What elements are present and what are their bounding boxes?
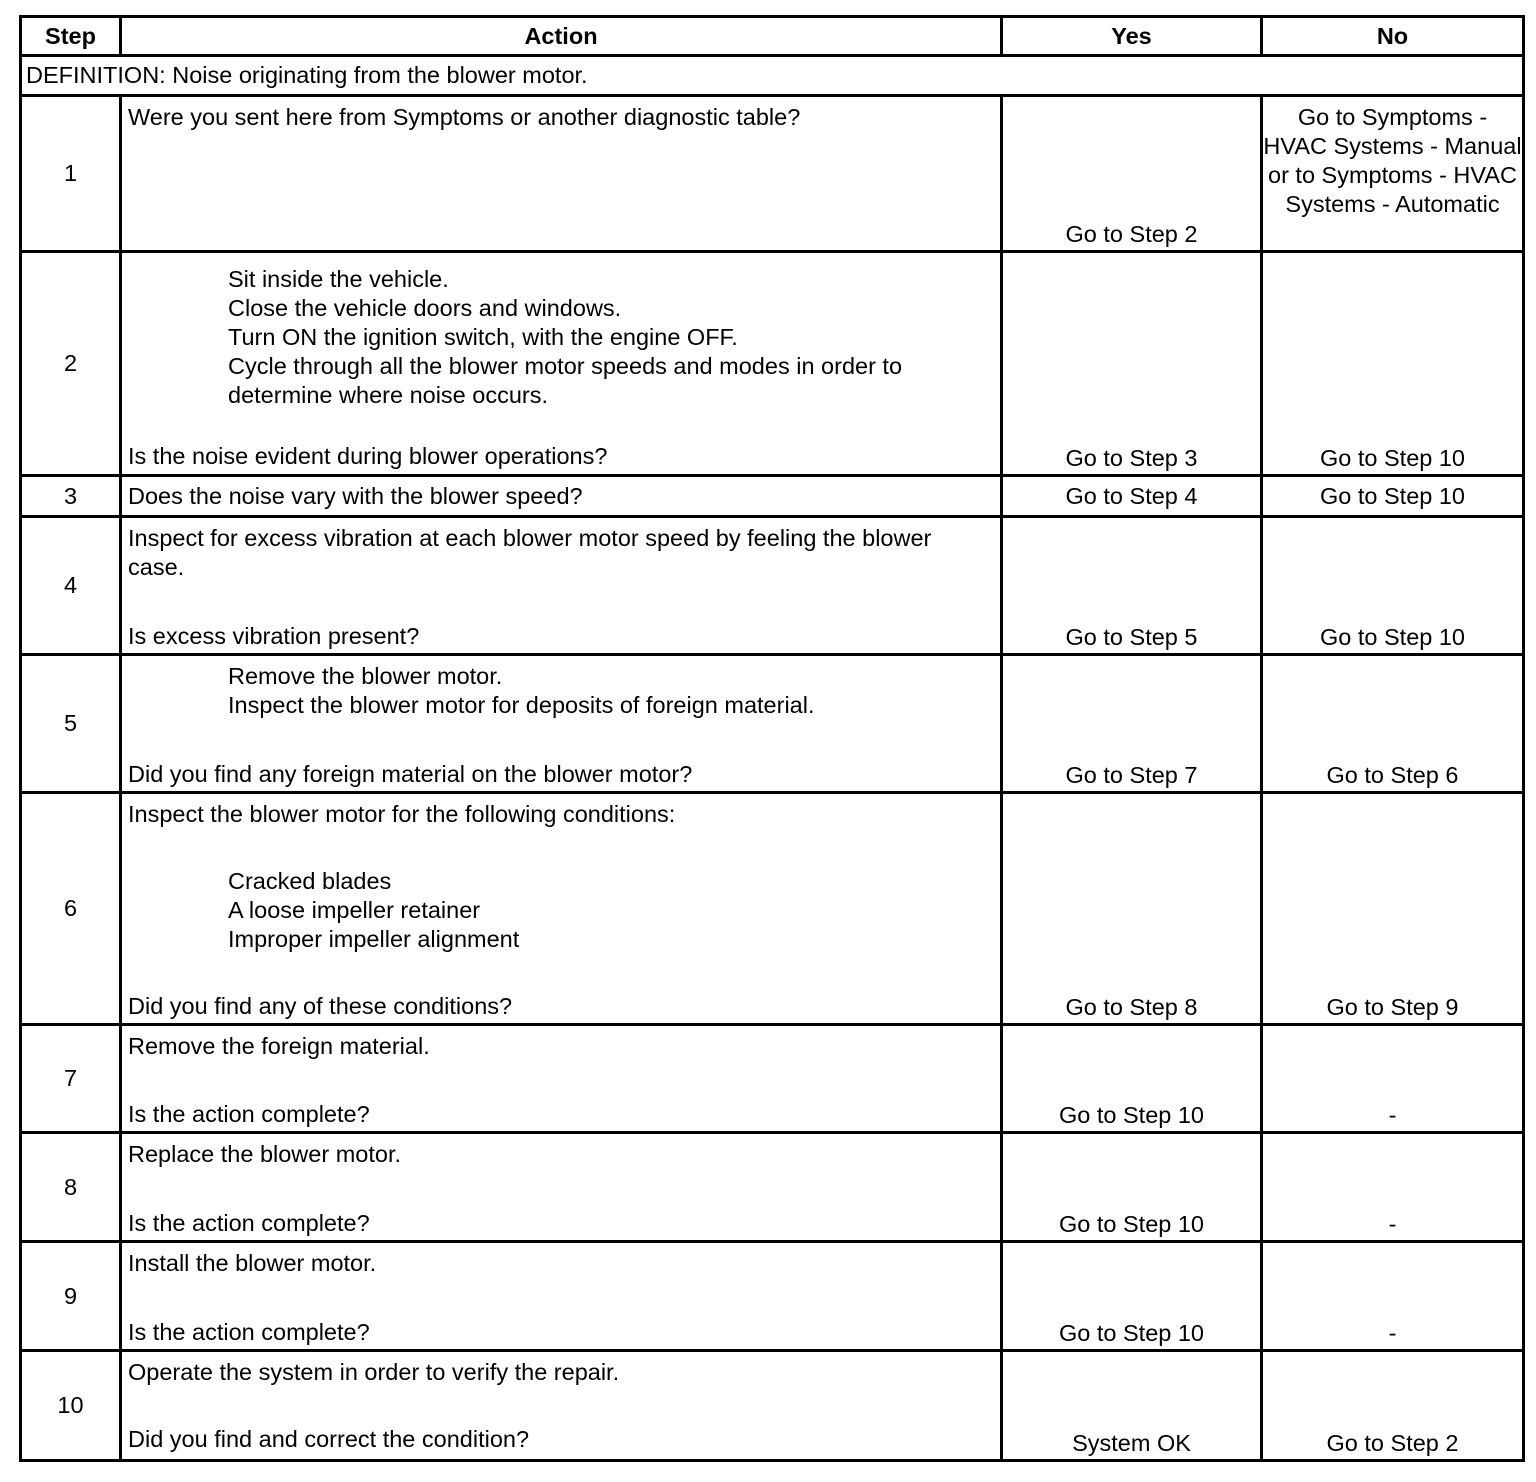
yes-cell: Go to Step 3 [1003,253,1263,477]
header-action: Action [122,18,1003,57]
table-row [22,97,1522,253]
definition-text: DEFINITION: Noise originating from the blower motor. [22,57,1522,97]
header-no: No [1263,18,1522,57]
action-line: Operate the system in order to verify the repair. [128,1359,620,1385]
yes-cell: Go to Step 10 [1003,1026,1263,1134]
action-line: Inspect the blower motor for the following conditions: [128,801,676,827]
action-cell [122,518,1003,656]
action-question: Did you find any foreign material on the blower motor? [128,761,693,787]
no-cell: Go to Step 9 [1263,794,1522,1026]
yes-cell: Go to Step 7 [1003,656,1263,794]
step-number: 3 [22,477,122,518]
header-row [22,18,1522,57]
no-cell: - [1263,1026,1522,1134]
action-cell [122,97,1003,253]
action-subitem: Sit inside the vehicle. [228,266,449,292]
definition-row [22,57,1522,97]
step-number: 1 [22,97,122,253]
action-question: Did you find any of these conditions? [128,993,513,1019]
action-cell [122,1134,1003,1243]
no-cell: - [1263,1243,1522,1352]
action-question: Is the action complete? [128,1101,370,1127]
yes-cell: System OK [1003,1352,1263,1459]
step-number: 10 [22,1352,122,1459]
no-cell: Go to Step 10 [1263,477,1522,518]
action-cell [122,656,1003,794]
action-subitem: Remove the blower motor. [228,663,503,689]
step-number: 2 [22,253,122,477]
action-subitem: A loose impeller retainer [228,897,481,923]
action-subitem: Cycle through all the blower motor speeds and modes in order to determine where noise occurs. [228,353,903,408]
action-line: Replace the blower motor. [128,1141,402,1167]
table-row [22,1352,1522,1459]
table-row [22,1134,1522,1243]
action-question: Is the action complete? [128,1210,370,1236]
table-row [22,1026,1522,1134]
yes-cell: Go to Step 10 [1003,1243,1263,1352]
action-cell [122,794,1003,1026]
action-subitem: Close the vehicle doors and windows. [228,295,622,321]
action-question: Is the noise evident during blower operations? [128,443,608,469]
action-cell [122,1026,1003,1134]
table-row [22,794,1522,1026]
no-cell: Go to Step 10 [1263,253,1522,477]
header-step: Step [22,18,122,57]
yes-cell: Go to Step 8 [1003,794,1263,1026]
table-row [22,477,1522,518]
header-yes: Yes [1003,18,1263,57]
action-line: Install the blower motor. [128,1250,377,1276]
no-cell: Go to Symptoms - HVAC Systems - Manual or to Symptoms - HVAC Systems - Automatic [1263,97,1522,253]
yes-cell: Go to Step 5 [1003,518,1263,656]
action-line: Inspect for excess vibration at each blower motor speed by feeling the blower case. [128,525,932,580]
yes-cell: Go to Step 2 [1003,97,1263,253]
action-subitem: Improper impeller alignment [228,926,520,952]
step-number: 9 [22,1243,122,1352]
table-row [22,253,1522,477]
action-cell [122,253,1003,477]
yes-cell: Go to Step 10 [1003,1134,1263,1243]
action-subitem: Inspect the blower motor for deposits of foreign material. [228,692,815,718]
action-question: Did you find and correct the condition? [128,1426,530,1452]
action-subitem: Cracked blades [228,868,392,894]
table-row [22,518,1522,656]
action-line: Were you sent here from Symptoms or another diagnostic table? [128,104,801,130]
step-number: 4 [22,518,122,656]
step-number: 6 [22,794,122,1026]
action-subitem: Turn ON the ignition switch, with the engine OFF. [228,324,738,350]
no-cell: Go to Step 6 [1263,656,1522,794]
yes-cell: Go to Step 4 [1003,477,1263,518]
table-row [22,1243,1522,1352]
diagnostic-table [19,15,1525,1462]
action-question: Is excess vibration present? [128,623,420,649]
step-number: 7 [22,1026,122,1134]
step-number: 5 [22,656,122,794]
action-line: Remove the foreign material. [128,1033,430,1059]
no-cell: - [1263,1134,1522,1243]
action-cell [122,1243,1003,1352]
table-row [22,656,1522,794]
step-number: 8 [22,1134,122,1243]
action-question: Does the noise vary with the blower speed? [122,477,1003,518]
action-cell [122,1352,1003,1459]
no-cell: Go to Step 2 [1326,1430,1459,1456]
action-question: Is the action complete? [128,1319,370,1345]
no-cell: Go to Step 10 [1263,518,1522,656]
